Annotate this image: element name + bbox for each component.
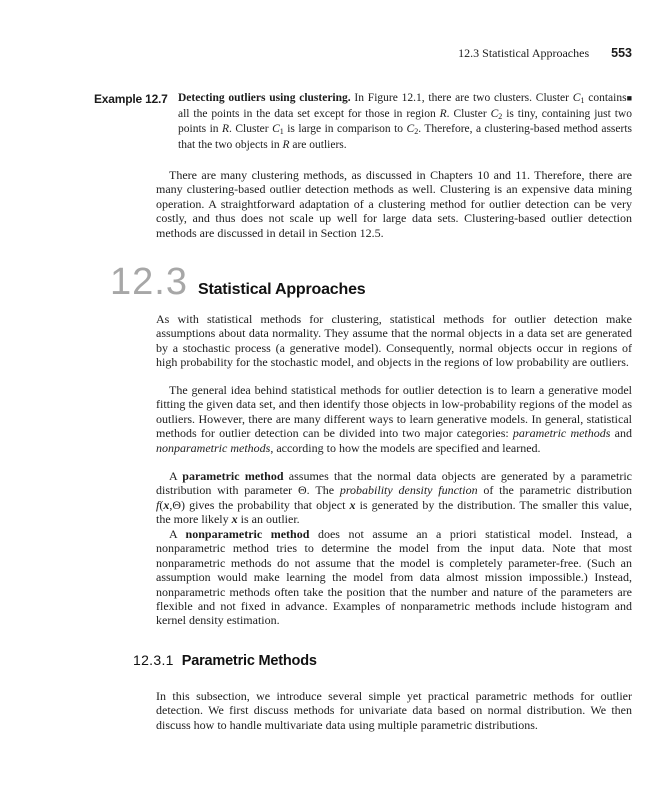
- paragraph-intro: As with statistical methods for clustering, statistical methods for outlier detection make assumptions about data normality. They assume that the normal objects in a data set are generated by a stochastic process (a generative model). Consequently, normal objects occur in regions of high probability for the stochastic model, and objects in the regions of low probability are outliers.: [156, 312, 632, 370]
- example-label: Example 12.7: [94, 92, 168, 106]
- example-text: Detecting outliers using clustering. In Figure 12.1, there are two clusters. Cluster C1 contains all the points in the data set except for those in region R. Cluster C2 is tiny, containing just two points in R. Cluster C1 is large in comparison to C2. Therefore, a clustering-based method asserts that the two objects in R are outliers.: [178, 92, 632, 151]
- page-number: 553: [611, 46, 632, 60]
- paragraph-clustering-methods: There are many clustering methods, as discussed in Chapters 10 and 11. Therefore, there are many clustering-based outlier detection methods as well. Clustering is an expensive data mining operation. A straightforward adaptation of a clustering method for outlier detection can be very costly, and thus does not scale up well for large data sets. Clustering-based outlier detection methods are discussed in detail in Section 12.5.: [156, 168, 632, 240]
- subsection-title: Parametric Methods: [181, 653, 317, 669]
- running-header: [458, 46, 632, 61]
- section-title: Statistical Approaches: [197, 281, 366, 298]
- paragraph-subsection-intro: In this subsection, we introduce several simple yet practical parametric methods for outlier detection. We first discuss methods for univariate data based on normal distribution. We then discuss how to handle multivariate data using multiple parametric distributions.: [156, 689, 632, 732]
- subsection-heading: [133, 652, 317, 669]
- paragraph-parametric-method: A parametric method assumes that the normal data objects are generated by a parametric distribution with parameter Θ. The probability density function of the parametric distribution f(x,Θ) gives the probability that object x is generated by the distribution. The smaller this value, the more likely x is an outlier.: [156, 469, 632, 527]
- example-block: [94, 91, 632, 152]
- section-heading: [110, 262, 365, 302]
- example-end-mark-icon: ■: [626, 93, 632, 103]
- running-header-section: 12.3 Statistical Approaches: [458, 46, 590, 60]
- example-body: [178, 91, 632, 152]
- paragraph-nonparametric-method: A nonparametric method does not assume an a priori statistical model. Instead, a nonparametric method tries to determine the model from the input data. Note that most nonparametric methods do not assume that the model is completely parameter-free. (Such an assumption would make learning the model from data almost mission impossible.) Instead, nonparametric methods often take the position that the number and nature of the parameters are flexible and not fixed in advance. Examples of nonparametric methods include histogram and kernel density estimation.: [156, 527, 632, 628]
- paragraph-general-idea: The general idea behind statistical methods for outlier detection is to learn a generative model fitting the given data set, and then identify those objects in low-probability regions of the model as outliers. However, there are many different ways to learn generative models. In general, statistical methods for outlier detection can be divided into two major categories: parametric methods and nonparametric methods, according to how the models are specified and learned.: [156, 383, 632, 455]
- subsection-number: 12.3.1: [133, 652, 174, 668]
- section-number: 12.3: [110, 261, 188, 303]
